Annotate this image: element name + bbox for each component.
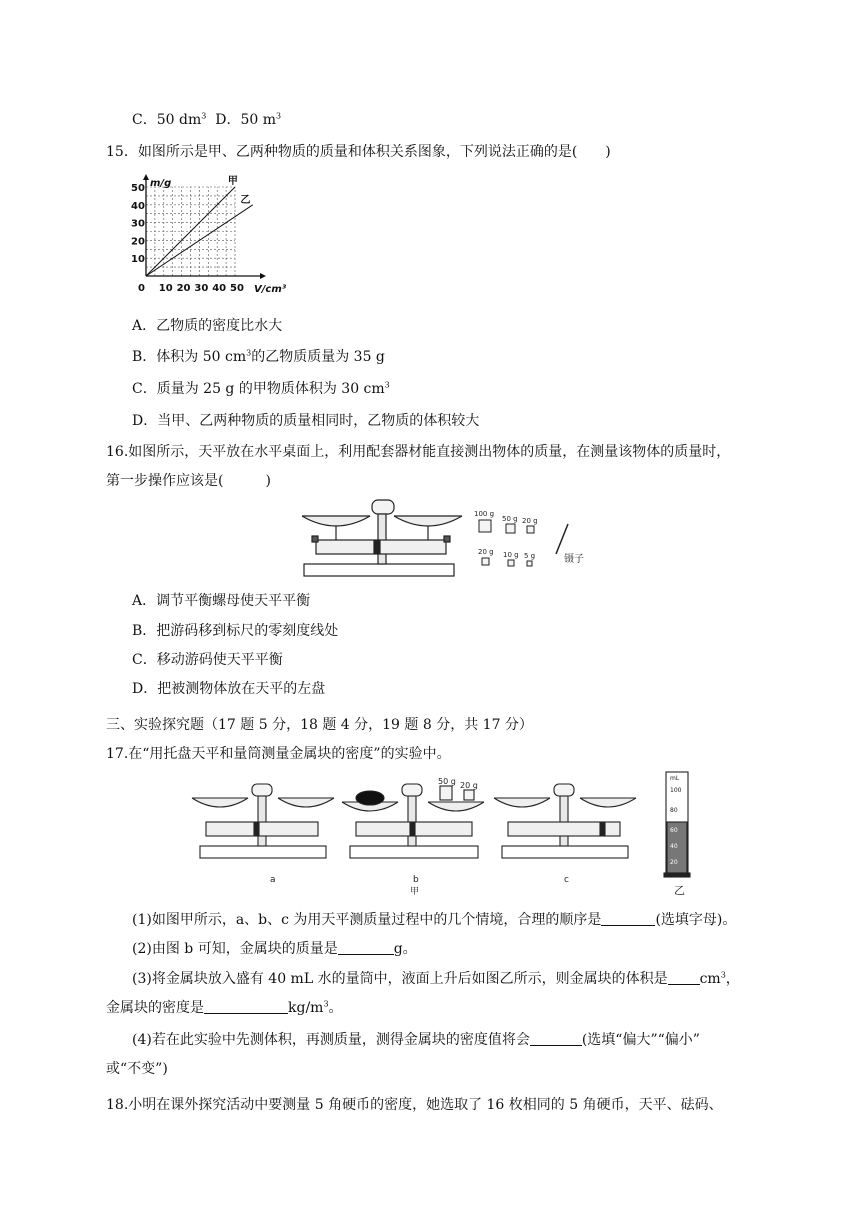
weight-label: 20 g [460,781,478,790]
fig-label-b: b [413,875,419,885]
cylinder-tick: 100 [670,787,682,794]
weight-label: 50 g [438,777,456,786]
fig-label-yi: 乙 [674,884,685,897]
answer-blank[interactable] [530,1031,582,1046]
fig-label-c: c [564,875,569,885]
weight-label: 10 g [503,551,519,559]
q17-sub3-line2: 金属块的密度是 $kg/m^3$。 [106,999,343,1016]
x-tick-label: 10 [158,283,173,294]
q17-sub3: (3)将金属块放入盛有 40 mL 水的量筒中，液面上升后如图乙所示，则金属块的体积是 $cm^3$， [132,970,740,987]
x-tick-label: 20 [176,283,191,294]
y-tick-label: 40 [131,200,145,212]
x-axis-label: V/cm³ [254,284,287,295]
cylinder-unit: mL [670,775,680,782]
q17-stem: 17.在“用托盘天平和量筒测量金属块的密度”的实验中。 [106,746,451,762]
weight-label: 50 g [502,515,518,523]
answer-blank[interactable] [601,911,655,926]
answer-blank[interactable] [204,999,288,1014]
y-axis-label: m/g [150,178,172,189]
q15-option-d: D．当甲、乙两种物质的质量相同时，乙物质的体积较大 [132,413,480,429]
answer-blank[interactable] [668,970,700,985]
q15-option-a: A．乙物质的密度比水大 [132,318,283,334]
chart-axes [143,174,287,295]
x-tick-label: 30 [194,283,209,294]
balance-c-icon [494,784,636,858]
q16-option-c: C．移动游码使天平平衡 [132,652,283,668]
y-axis-arrow [143,174,149,180]
section3-heading: 三、实验探究题（17 题 5 分，18 题 4 分，19 题 8 分，共 17 分） [106,717,533,733]
q17-sub4: (4)若在此实验中先测体积，再测质量，测得金属块的密度值将会 (选填“偏大”“偏小” [132,1032,700,1048]
series-label: 乙 [240,195,251,207]
tweezers-icon [556,524,568,554]
q18-stem: 18.小明在课外探究活动中要测量 5 角硬币的密度，她选取了 16 枚相同的 5 角硬币，天平、砝码、 [106,1097,723,1113]
x-tick-label: 0 [138,283,145,294]
x-tick-label: 50 [230,283,244,294]
balance-b-icon [342,784,484,858]
q17-sub2: (2)由图 b 可知，金属块的质量是 g。 [132,941,417,957]
x-tick-label: 40 [212,283,227,294]
weight-label: 20 g [478,548,494,556]
cylinder-tick: 20 [670,859,678,866]
q16-option-d: D．把被测物体放在天平的左盘 [132,681,326,697]
answer-blank[interactable] [338,940,394,955]
balance-scale-icon [302,500,462,576]
weight-labels [474,510,538,560]
balance-a-icon [192,784,334,858]
q16-option-a: A．调节平衡螺母使天平平衡 [132,593,311,609]
y-tick-label: 30 [131,218,145,230]
q14-options-cd: C．50 $dm^3$ D．50 $m^3$ [132,111,282,128]
fig-label-a: a [270,875,276,885]
y-tick-label: 20 [131,236,145,248]
cylinder-tick: 40 [670,843,678,850]
chart-ticks [131,183,244,294]
q15-option-c: C．质量为 25 g 的甲物质体积为 30 $cm^3$ [132,380,390,397]
q16-stem-line1: 16.如图所示，天平放在水平桌面上，利用配套器材能直接测出物体的质量，在测量该物体的质量时， [106,444,731,460]
cylinder-tick: 60 [670,827,678,834]
q17-figure [188,770,708,898]
q15-stem: 15．如图所示是甲、乙两种物质的质量和体积关系图象，下列说法正确的是( ) [106,144,611,160]
q17-fig-labels [270,875,685,897]
y-tick-label: 10 [131,254,145,266]
weight-label: 100 g [474,510,495,518]
cylinder-tick: 80 [670,807,678,814]
q17-sub1: (1)如图甲所示，a、b、c 为用天平测质量过程中的几个情境，合理的顺序是 (选填字母)。 [132,912,737,928]
q16-stem-line2: 第一步操作应该是( ) [106,473,271,489]
weight-label: 20 g [522,517,538,525]
fig-label-jia: 甲 [410,887,420,897]
balance-figure-q16 [298,496,603,586]
q17-sub4-line2: 或“不变”) [106,1061,168,1077]
series-label: 甲 [227,176,238,187]
y-tick-label: 50 [131,183,145,194]
mass-volume-chart [126,172,287,298]
x-axis-arrow [260,273,266,279]
weight-label: 5 g [524,552,536,560]
tweezers-label: 镊子 [564,554,584,565]
q15-option-b: B．体积为 50 $cm^3$的乙物质质量为 35 g [132,348,385,365]
q16-option-b: B．把游码移到标尺的零刻度线处 [132,623,339,639]
